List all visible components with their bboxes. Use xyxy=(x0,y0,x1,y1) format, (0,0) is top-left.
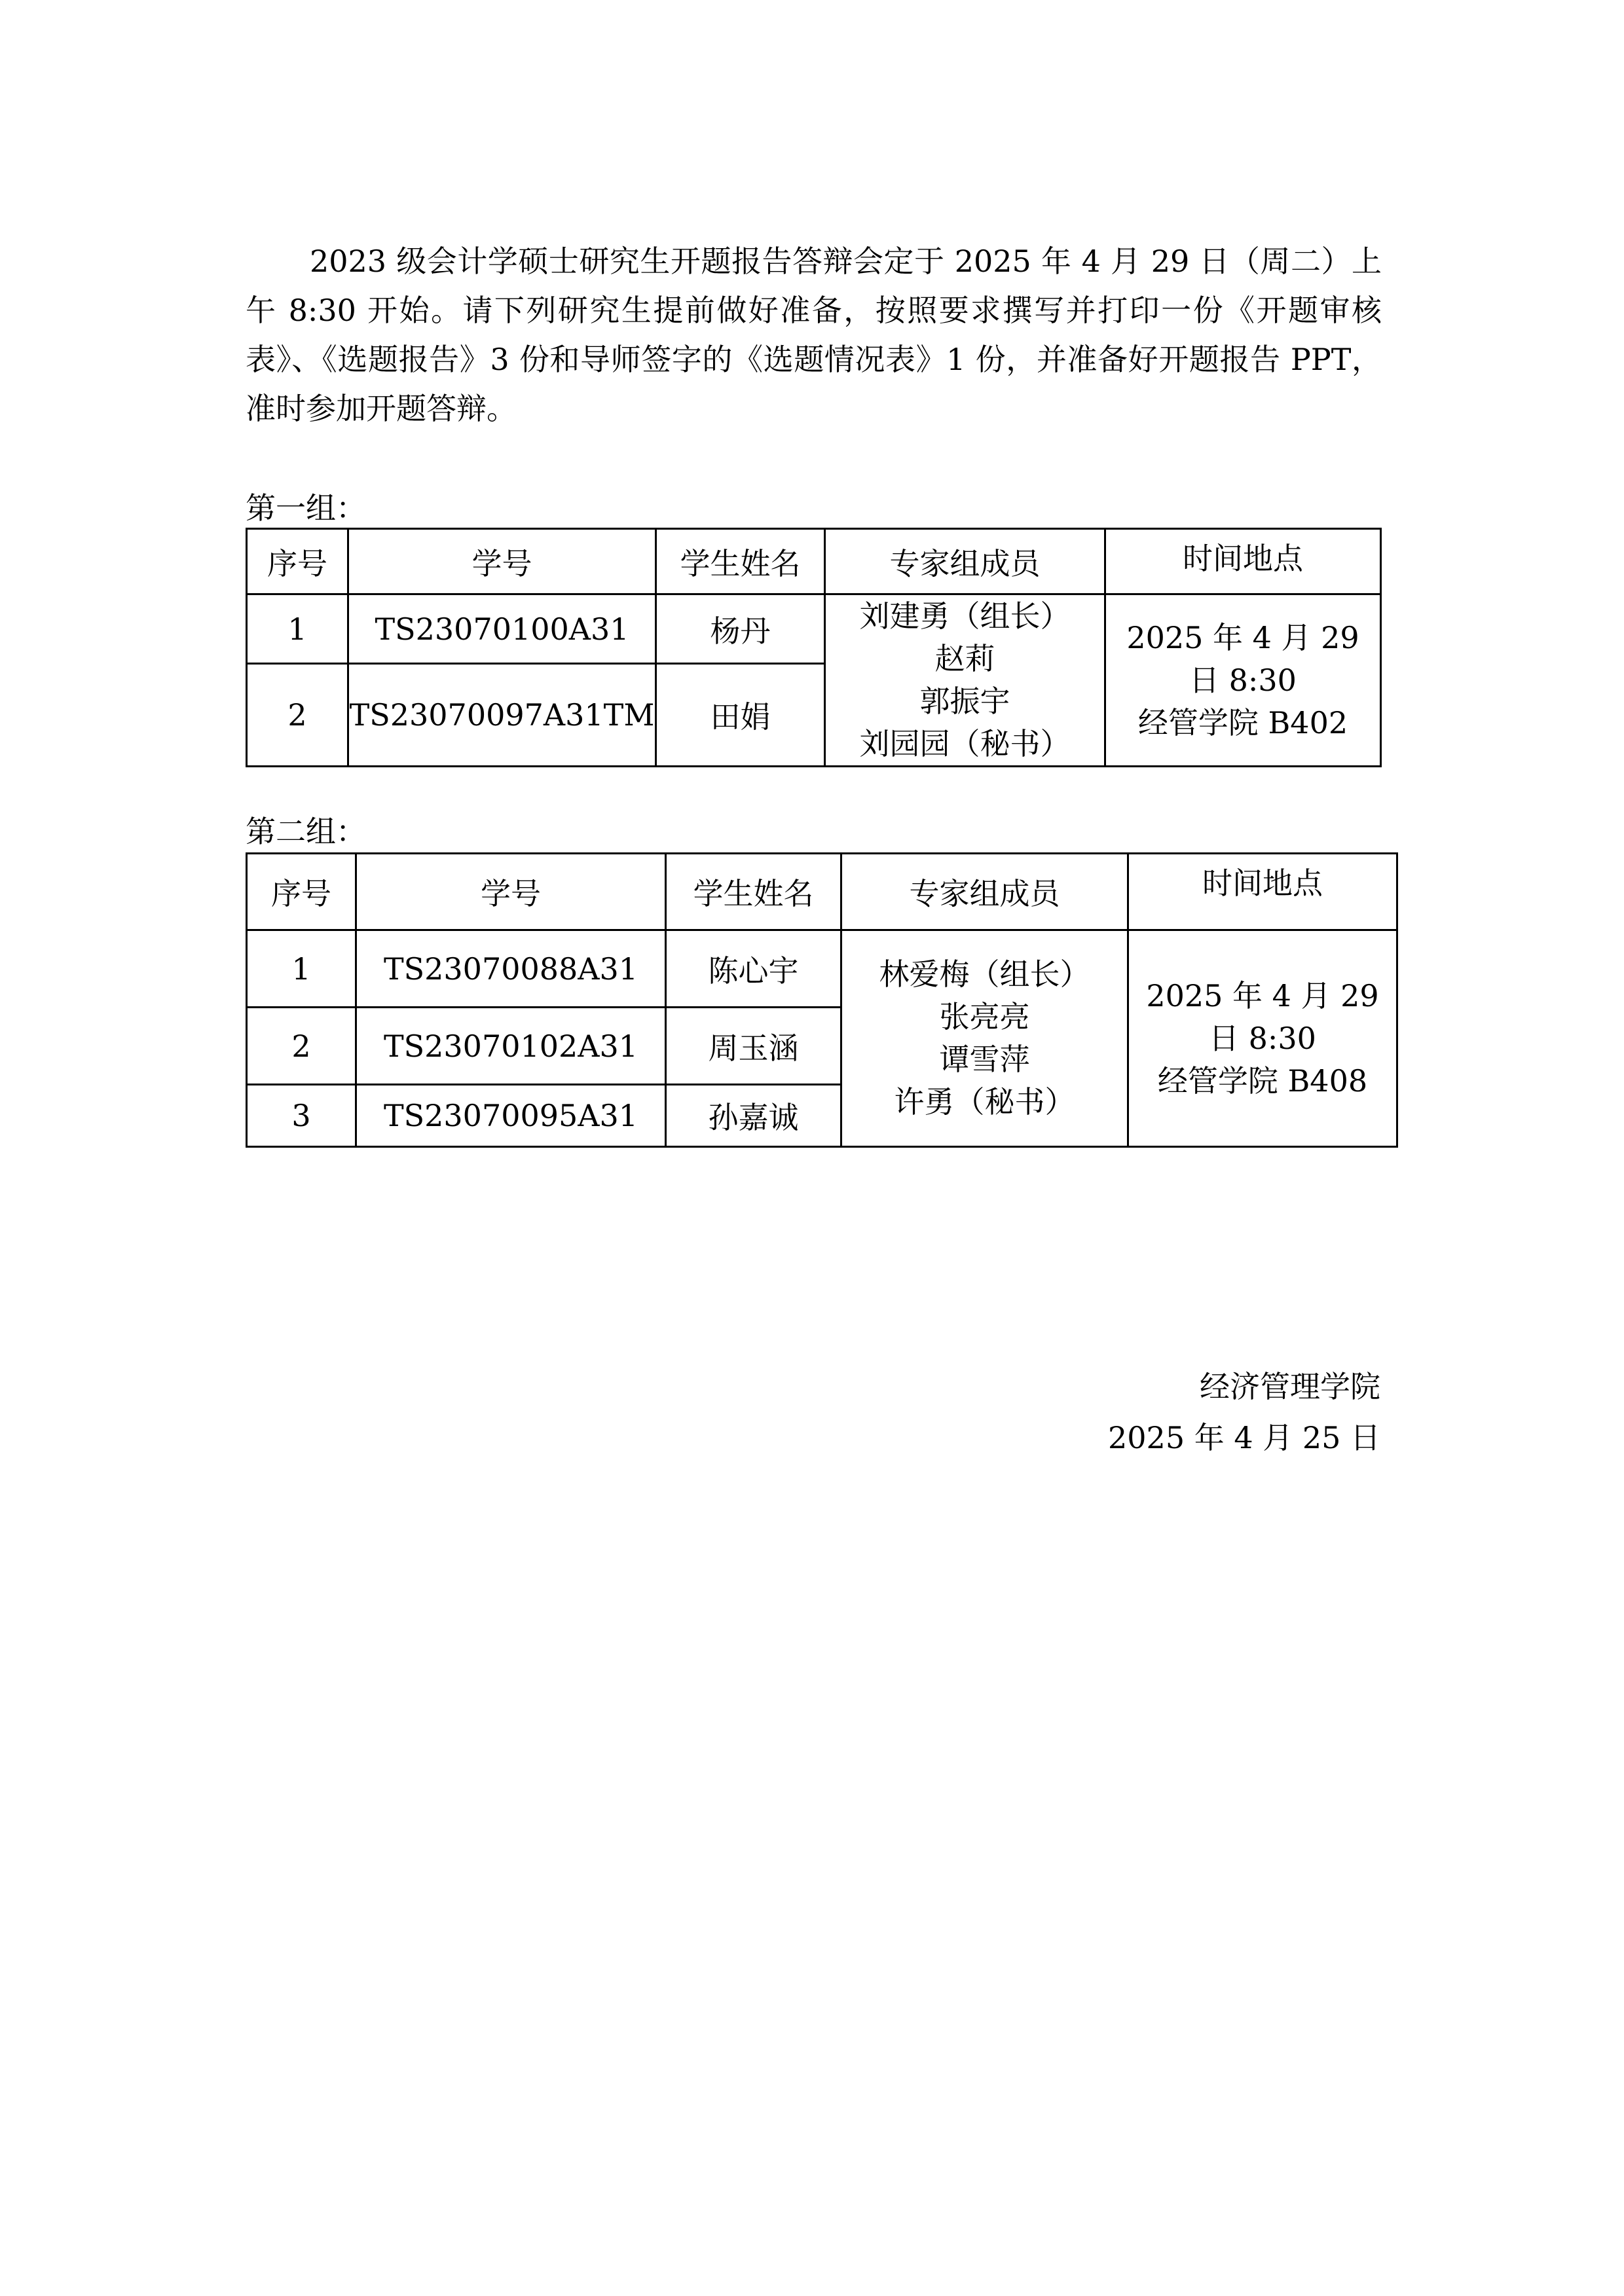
header-seq: 序号 xyxy=(247,854,356,930)
row-student-name: 杨丹 xyxy=(656,594,825,664)
header-student-id: 学号 xyxy=(348,529,656,594)
table-header-row xyxy=(247,854,1397,930)
table-row xyxy=(247,930,1397,1008)
group-1-table xyxy=(246,528,1382,767)
expert-member: 郭振宇 xyxy=(919,683,1010,719)
row-student-id: TS23070100A31 xyxy=(348,594,656,664)
row-student-name: 陈心宇 xyxy=(666,930,841,1008)
issuing-organization: 经济管理学院 xyxy=(1200,1369,1380,1404)
time-place-cell xyxy=(1128,930,1397,1147)
expert-members-cell xyxy=(825,594,1105,767)
row-student-id: TS23070097A31TM xyxy=(348,664,656,767)
table-header-row xyxy=(247,529,1381,594)
intro-paragraph xyxy=(246,237,1382,433)
row-student-id: TS23070102A31 xyxy=(356,1008,666,1085)
row-student-name: 孙嘉诚 xyxy=(666,1085,841,1147)
header-time-place: 时间地点 xyxy=(1105,529,1381,594)
time-line-hour: 日 8:30 xyxy=(1209,1020,1316,1056)
header-experts: 专家组成员 xyxy=(841,854,1128,930)
expert-member: 林爱梅（组长） xyxy=(879,957,1090,992)
header-student-id: 学号 xyxy=(356,854,666,930)
row-student-name: 田娟 xyxy=(656,664,825,767)
place-line: 经管学院 B402 xyxy=(1137,704,1348,740)
row-seq: 1 xyxy=(247,930,356,1008)
expert-member: 刘园园（秘书） xyxy=(859,726,1071,761)
issue-date: 2025 年 4 月 25 日 xyxy=(1108,1420,1380,1455)
expert-member: 刘建勇（组长） xyxy=(859,598,1071,634)
row-student-id: TS23070088A31 xyxy=(356,930,666,1008)
header-time-place: 时间地点 xyxy=(1128,854,1397,930)
time-line-date: 2025 年 4 月 29 xyxy=(1146,977,1379,1013)
row-student-name: 周玉涵 xyxy=(666,1008,841,1085)
expert-member: 赵莉 xyxy=(934,641,995,676)
table-row xyxy=(247,594,1381,664)
row-seq: 3 xyxy=(247,1085,356,1147)
row-seq: 2 xyxy=(247,1008,356,1085)
group-1-label: 第一组： xyxy=(246,490,366,526)
header-seq: 序号 xyxy=(247,529,348,594)
expert-member: 谭雪萍 xyxy=(939,1042,1030,1077)
group-2-table xyxy=(246,852,1398,1148)
header-student-name: 学生姓名 xyxy=(656,529,825,594)
row-student-id: TS23070095A31 xyxy=(356,1085,666,1147)
place-line: 经管学院 B408 xyxy=(1157,1063,1368,1099)
expert-member: 张亮亮 xyxy=(939,999,1030,1034)
row-seq: 1 xyxy=(247,594,348,664)
header-experts: 专家组成员 xyxy=(825,529,1105,594)
time-line-date: 2025 年 4 月 29 xyxy=(1126,619,1359,655)
expert-members-cell xyxy=(841,930,1128,1147)
time-line-hour: 日 8:30 xyxy=(1189,662,1297,698)
expert-member: 许勇（秘书） xyxy=(894,1084,1075,1120)
group-2-label: 第二组： xyxy=(246,814,366,849)
intro-text: 2023 级会计学硕士研究生开题报告答辩会定于 2025 年 4 月 29 日（周二）上午 8:30 开始。请下列研究生提前做好准备，按照要求撰写并打印一份《开题审核表》、《选题报告》3 份和导师签字的《选题情况表》1 份，并准备好开题报告 PPT，准时参加开题答辩。 xyxy=(246,244,1382,426)
time-place-cell xyxy=(1105,594,1381,767)
row-seq: 2 xyxy=(247,664,348,767)
header-student-name: 学生姓名 xyxy=(666,854,841,930)
